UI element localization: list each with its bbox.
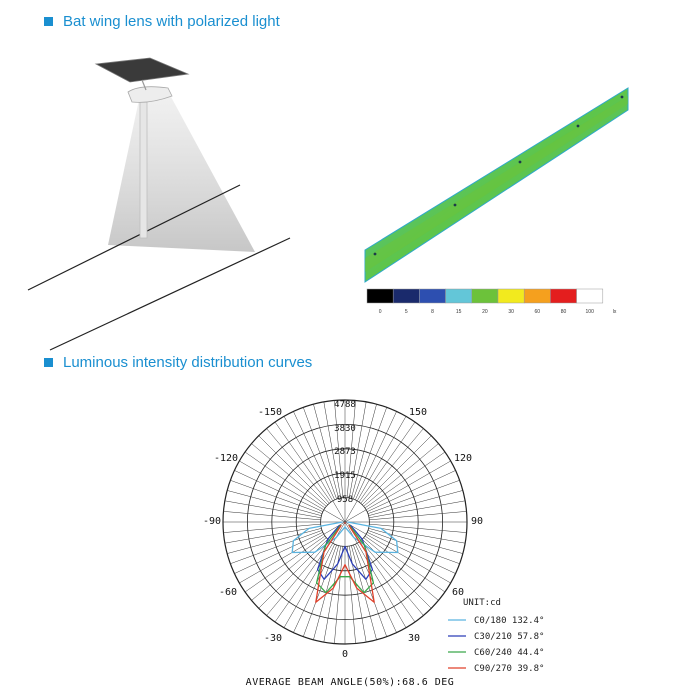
polar-spoke	[252, 444, 327, 507]
polar-spoke	[225, 501, 321, 518]
polar-spoke	[234, 532, 322, 573]
curve-legend	[448, 616, 544, 674]
legend-entry: C30/210 57.8°	[474, 632, 545, 642]
scale-tick-label: 15	[455, 309, 462, 315]
polar-spoke	[369, 490, 463, 515]
ring-label: 1915	[334, 471, 356, 481]
angle-label: -150	[257, 407, 283, 418]
polar-spoke	[227, 490, 321, 515]
ring-label: 2873	[334, 447, 356, 457]
ring-label: 4788	[334, 400, 356, 410]
polar-spoke	[361, 429, 424, 504]
scale-tick-label: 30	[508, 309, 514, 315]
ring-label: 958	[336, 495, 354, 505]
polar-spoke	[293, 544, 334, 632]
angle-label: -30	[263, 633, 283, 644]
polar-spoke	[225, 526, 321, 543]
scale-tick-label: 20	[482, 309, 488, 315]
angle-label: -120	[213, 453, 239, 464]
polar-spoke	[367, 532, 455, 573]
legend-entry: C0/180 132.4°	[474, 616, 545, 626]
polar-spoke	[369, 526, 465, 543]
angle-label: -90	[202, 516, 222, 527]
polar-spoke	[364, 444, 439, 507]
angle-label: 90	[470, 516, 484, 527]
legend-entry: C60/240 44.4°	[474, 648, 545, 658]
scale-tick-label: 100	[585, 309, 594, 315]
scale-tick-label: 80	[560, 309, 567, 315]
angle-label: 120	[453, 453, 473, 464]
polar-spoke	[234, 470, 322, 511]
polar-spoke	[252, 538, 327, 601]
polar-spoke	[369, 501, 465, 518]
angle-label: -60	[218, 587, 238, 598]
angle-label: 150	[408, 407, 428, 418]
scale-tick-label: 8	[431, 309, 434, 315]
angle-label: 30	[407, 633, 421, 644]
average-beam-angle: AVERAGE BEAM ANGLE(50%):68.6 DEG	[245, 677, 455, 688]
polar-spoke	[367, 470, 455, 511]
angle-label: 0	[341, 649, 349, 660]
angle-label: 60	[451, 587, 465, 598]
scale-tick-label: 0	[378, 309, 382, 315]
polar-spoke	[267, 429, 330, 504]
section-title: Luminous intensity distribution curves	[63, 354, 313, 371]
unit-label: UNIT:cd	[463, 598, 501, 608]
section-title: Bat wing lens with polarized light	[63, 13, 280, 30]
polar-spoke	[355, 411, 396, 499]
polar-spoke	[369, 528, 463, 553]
ring-label: 3830	[334, 424, 356, 434]
polar-spoke	[293, 411, 334, 499]
polar-spoke	[355, 544, 396, 632]
polar-spoke	[227, 528, 321, 553]
scale-tick-label: 60	[534, 309, 541, 315]
polar-spoke	[364, 538, 439, 601]
legend-entry: C90/270 39.8°	[474, 664, 545, 674]
scale-unit-label: lx	[612, 309, 617, 315]
scale-tick-label: 5	[404, 309, 408, 315]
